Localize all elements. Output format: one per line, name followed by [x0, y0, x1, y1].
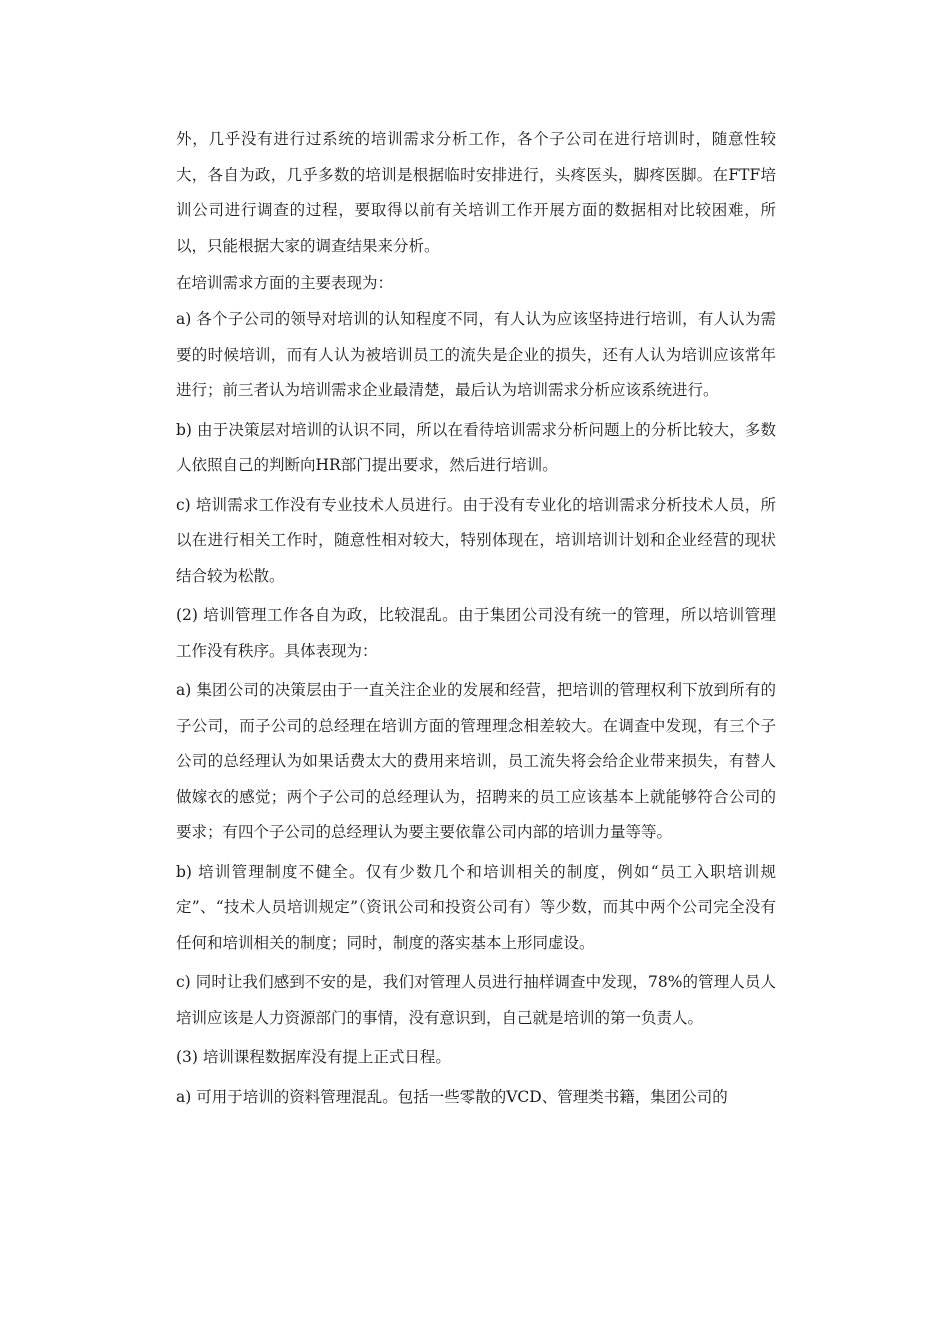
paragraph-management-b: b) 培训管理制度不健全。仅有少数几个和培训相关的制度，例如“员工入职培训规定”、“技术人员培训规定”（资讯公司和投资公司有）等少数，而其中两个公司完全没有任何和培训相关的制度；同时，制度的落实基本上形同虚设。	[176, 862, 776, 952]
paragraph-management-heading: (2) 培训管理工作各自为政，比较混乱。由于集团公司没有统一的管理，所以培训管理工作没有秩序。具体表现为：	[176, 606, 776, 660]
paragraph-needs-heading: 在培训需求方面的主要表现为：	[176, 274, 394, 292]
paragraph-needs-c: c) 培训需求工作没有专业技术人员进行。由于没有专业化的培训需求分析技术人员，所以在进行相关工作时，随意性相对较大，特别体现在，培训培训计划和企业经营的现状结合较为松散。	[176, 495, 776, 585]
paragraph-database-heading: (3) 培训课程数据库没有提上正式日程。	[176, 1048, 451, 1066]
paragraph-needs-b: b) 由于决策层对培训的认识不同，所以在看待培训需求分析问题上的分析比较大，多数人依照自己的判断向HR部门提出要求，然后进行培训。	[176, 420, 776, 474]
paragraph-management-c: c) 同时让我们感到不安的是，我们对管理人员进行抽样调查中发现，78%的管理人员人培训应该是人力资源部门的事情，没有意识到，自己就是培训的第一负责人。	[176, 973, 776, 1027]
paragraph-management-a: a) 集团公司的决策层由于一直关注企业的发展和经营，把培训的管理权利下放到所有的子公司，而子公司的总经理在培训方面的管理理念相差较大。在调查中发现，有三个子公司的总经理认为如果话费太大的费用来培训，员工流失将会给企业带来损失，有替人做嫁衣的感觉；两个子公司的总经理认为，招聘来的员工应该基本上就能够符合公司的要求；有四个子公司的总经理认为要主要依靠公司内部的培训力量等等。	[176, 681, 776, 841]
paragraph-needs-a: a) 各个子公司的领导对培训的认知程度不同，有人认为应该坚持进行培训，有人认为需要的时候培训，而有人认为被培训员工的流失是企业的损失，还有人认为培训应该常年进行；前三者认为培训需求企业最清楚，最后认为培训需求分析应该系统进行。	[176, 310, 776, 399]
paragraph-database-a: a) 可用于培训的资料管理混乱。包括一些零散的VCD、管理类书籍，集团公司的	[176, 1087, 728, 1106]
document-body	[176, 122, 776, 1119]
paragraph-intro-continuation: 外，几乎没有进行过系统的培训需求分析工作，各个子公司在进行培训时，随意性较大，各自为政，几乎多数的培训是根据临时安排进行，头疼医头，脚疼医脚。在FTF培训公司进行调查的过程，要取得以前有关培训工作开展方面的数据相对比较困难，所以，只能根据大家的调查结果来分析。	[176, 130, 776, 255]
